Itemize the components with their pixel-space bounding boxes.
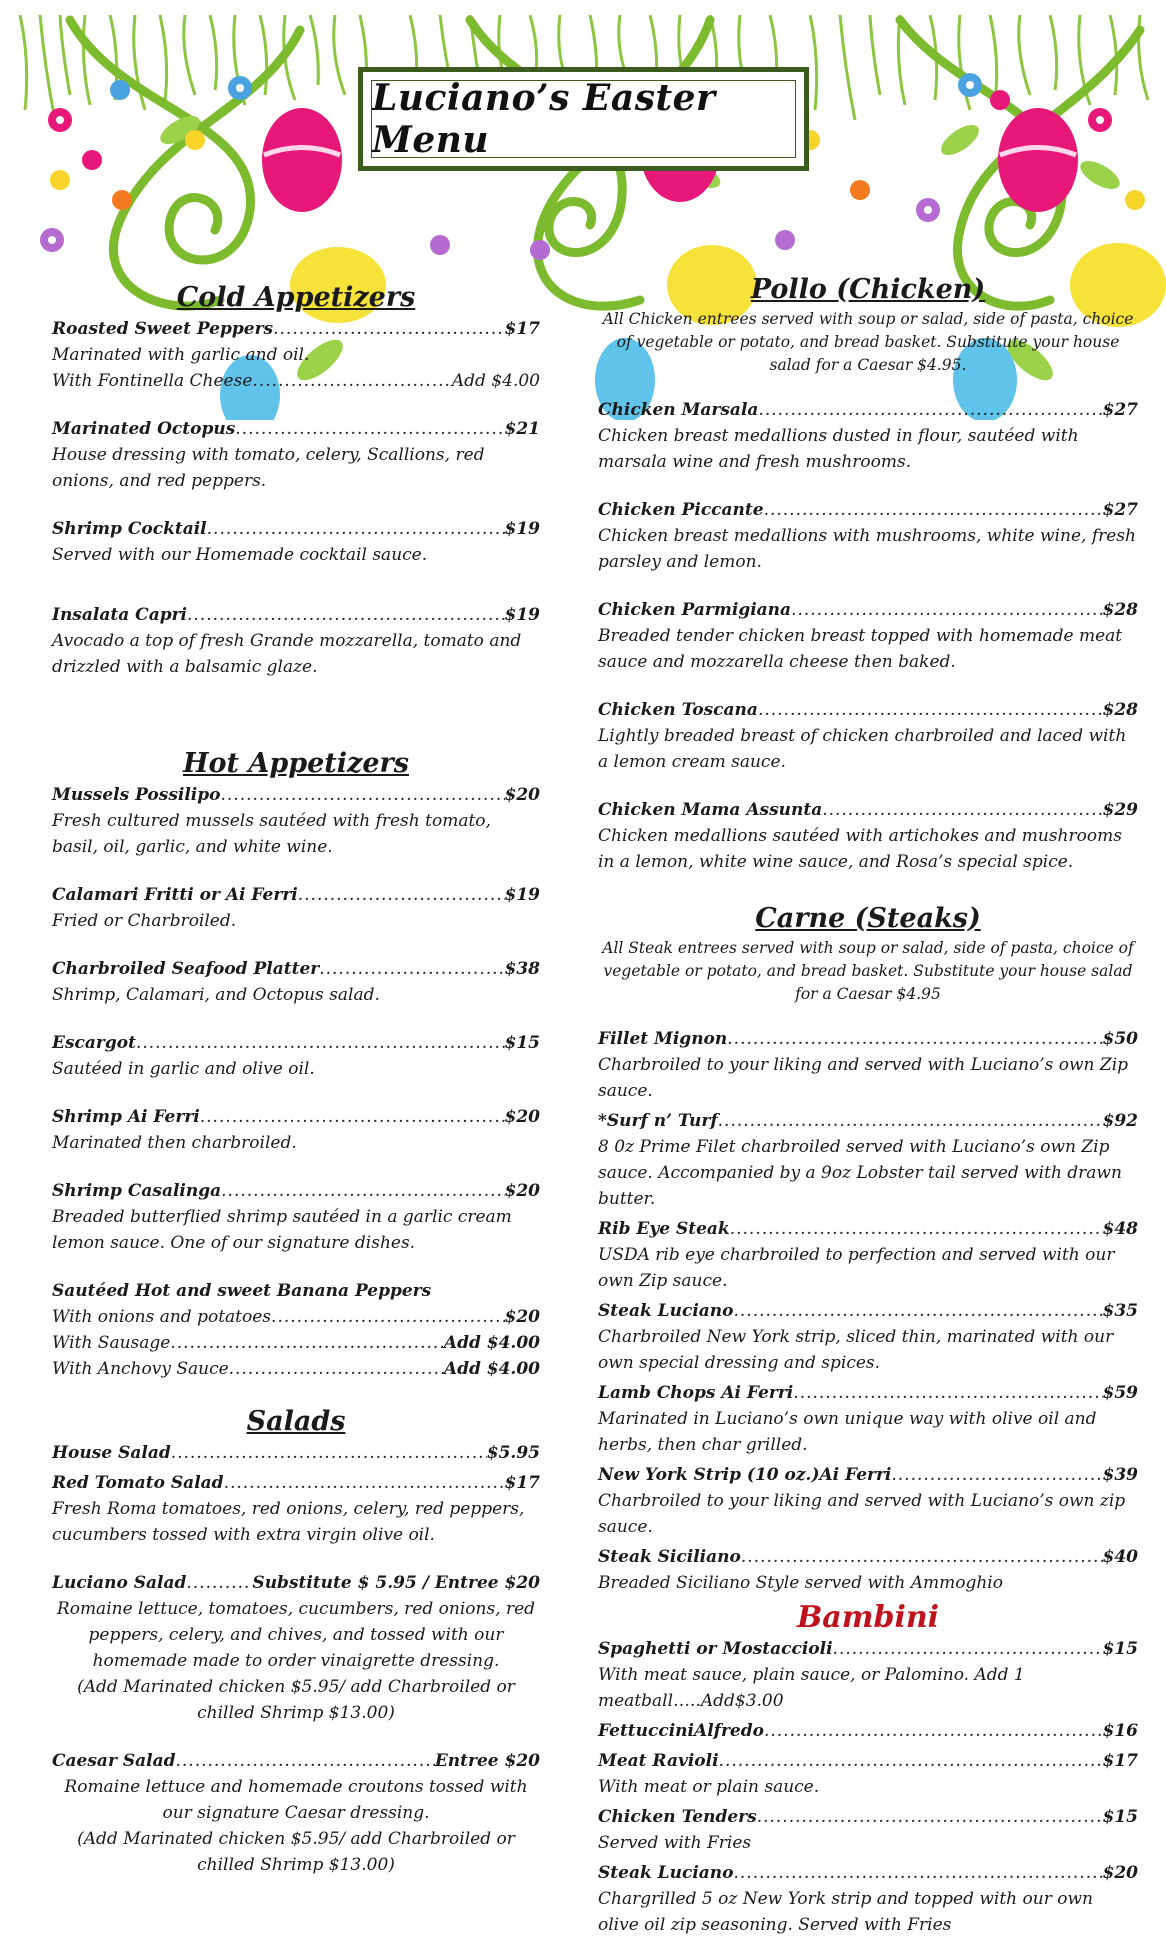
menu-item: [598, 1718, 1138, 1744]
item-price: $21: [504, 419, 540, 439]
item-name: Chicken Marsala: [598, 400, 759, 420]
item-description: Breaded butterflied shrimp sautéed in a garlic cream lemon sauce. One of our signature dishes.: [52, 1207, 512, 1253]
item-price: $28: [1102, 700, 1138, 720]
item-description: Fresh Roma tomatoes, red onions, celery, red peppers, cucumbers tossed with extra virgin olive oil.: [52, 1499, 525, 1545]
item-price: $28: [1102, 600, 1138, 620]
right-column: [598, 272, 1138, 1942]
item-price: $35: [1102, 1301, 1138, 1321]
item-description: Sautéed in garlic and olive oil.: [52, 1059, 315, 1079]
item-description: Marinated then charbroiled.: [52, 1133, 297, 1153]
item-description: Avocado a top of fresh Grande mozzarella, tomato and drizzled with a balsamic glaze.: [52, 631, 522, 677]
menu-item: [598, 1108, 1138, 1212]
item-name: FettucciniAlfredo: [598, 1721, 764, 1741]
menu-item: [598, 1462, 1138, 1540]
left-column: [52, 280, 540, 1900]
option-label: With Anchovy Sauce: [52, 1359, 229, 1379]
item-price: $19: [504, 519, 540, 539]
item-description: Romaine lettuce and homemade croutons tossed with our signature Caesar dressing.: [64, 1777, 528, 1823]
menu-item: [52, 1748, 540, 1878]
menu-item: [598, 1748, 1138, 1800]
item-name: Steak Luciano: [598, 1301, 734, 1321]
item-name: Meat Ravioli: [598, 1751, 719, 1771]
item-description: Served with our Homemade cocktail sauce.: [52, 545, 428, 565]
item-description: Fried or Charbroiled.: [52, 911, 237, 931]
item-description: Charbroiled to your liking and served with Luciano’s own Zip sauce.: [598, 1055, 1129, 1101]
menu-item: [598, 597, 1138, 675]
item-name: Chicken Tenders: [598, 1807, 757, 1827]
item-name: Chicken Toscana: [598, 700, 758, 720]
menu-item: [598, 1026, 1138, 1104]
item-price: $39: [1102, 1465, 1138, 1485]
item-name: Insalata Capri: [52, 605, 188, 625]
menu-item: [598, 1544, 1138, 1596]
menu-item: [598, 1804, 1138, 1856]
item-price: $16: [1102, 1721, 1138, 1741]
item-price: $27: [1102, 400, 1138, 420]
item-name: Luciano Salad: [52, 1573, 187, 1593]
item-name: Calamari Fritti or Ai Ferri: [52, 885, 298, 905]
item-description: Fresh cultured mussels sautéed with fresh tomato, basil, oil, garlic, and white wine.: [52, 811, 491, 857]
menu-item: [52, 316, 540, 394]
item-name: Fillet Mignon: [598, 1029, 728, 1049]
item-name: Sautéed Hot and sweet Banana Peppers: [52, 1281, 432, 1301]
item-addon: meatball…..Add$3.00: [598, 1691, 784, 1711]
item-price: $48: [1102, 1219, 1138, 1239]
item-description: Served with Fries: [598, 1833, 752, 1853]
menu-title: Luciano’s Easter Menu: [372, 77, 716, 161]
item-name: Lamb Chops Ai Ferri: [598, 1383, 794, 1403]
option-price: $20: [504, 1307, 540, 1327]
item-name: House Salad: [52, 1443, 171, 1463]
item-description: Breaded tender chicken breast topped with homemade meat sauce and mozzarella cheese then baked.: [598, 626, 1123, 672]
item-description: Lightly breaded breast of chicken charbroiled and laced with a lemon cream sauce.: [598, 726, 1127, 772]
item-description: Shrimp, Calamari, and Octopus salad.: [52, 985, 380, 1005]
option-price: Add $4.00: [443, 1359, 540, 1379]
menu-item: [52, 1178, 540, 1256]
menu-item: [598, 397, 1138, 475]
item-description: 8 0z Prime Filet charbroiled served with Luciano’s own Zip sauce. Accompanied by a 9oz Lobster tail served with drawn butter.: [598, 1137, 1122, 1209]
item-price: $38: [504, 959, 540, 979]
item-name: Chicken Mama Assunta: [598, 800, 823, 820]
item-description: Chicken breast medallions dusted in flour, sautéed with marsala wine and fresh mushrooms.: [598, 426, 1079, 472]
menu-item: [52, 782, 540, 860]
item-name: Shrimp Casalinga: [52, 1181, 222, 1201]
menu-item: [52, 1278, 540, 1382]
menu-item: [598, 797, 1138, 875]
menu-item: [52, 956, 540, 1008]
menu-item: [52, 416, 540, 494]
item-name: Escargot: [52, 1033, 136, 1053]
item-price: $17: [504, 319, 540, 339]
item-description: Marinated with garlic and oil.: [52, 345, 310, 365]
item-addon: (Add Marinated chicken $5.95/ add Charbroiled or chilled Shrimp $13.00): [77, 1677, 515, 1723]
item-name: *Surf n’ Turf: [598, 1111, 718, 1131]
option-label: With onions and potatoes: [52, 1307, 272, 1327]
addon-price: Add$3.00: [700, 1691, 784, 1711]
item-price: $5.95: [486, 1443, 540, 1463]
item-price: $40: [1102, 1547, 1138, 1567]
option-price: Add $4.00: [443, 1333, 540, 1353]
item-price: $15: [504, 1033, 540, 1053]
item-price: $27: [1102, 500, 1138, 520]
menu-item: [52, 1570, 540, 1726]
item-name: Roasted Sweet Peppers: [52, 319, 274, 339]
item-price: $19: [504, 885, 540, 905]
item-description: Breaded Siciliano Style served with Ammoghio: [598, 1573, 1003, 1593]
item-price: $20: [504, 785, 540, 805]
item-description: Romaine lettuce, tomatoes, cucumbers, red onions, red peppers, celery, and chives, and tossed with our homemade made to order vinaigrette dressing.: [56, 1599, 536, 1671]
item-name: Steak Luciano: [598, 1863, 734, 1883]
item-price: $17: [504, 1473, 540, 1493]
menu-item: [52, 1104, 540, 1156]
item-price: $50: [1102, 1029, 1138, 1049]
addon-price: Add $4.00: [451, 371, 540, 391]
item-name: Charbroiled Seafood Platter: [52, 959, 320, 979]
addon-label: With Fontinella Cheese: [52, 371, 253, 391]
item-price: $19: [504, 605, 540, 625]
item-name: New York Strip (10 oz.)Ai Ferri: [598, 1465, 892, 1485]
bambini-heading: Bambini: [796, 1600, 940, 1635]
item-name: Spaghetti or Mostaccioli: [598, 1639, 833, 1659]
item-price: $20: [1102, 1863, 1138, 1883]
item-price: $17: [1102, 1751, 1138, 1771]
carne-heading: Carne (Steaks): [755, 903, 981, 934]
item-name: Chicken Piccante: [598, 500, 764, 520]
item-price: $15: [1102, 1639, 1138, 1659]
item-price: Substitute $ 5.95 / Entree $20: [252, 1573, 540, 1593]
item-name: Chicken Parmigiana: [598, 600, 792, 620]
item-description: Chicken medallions sautéed with artichokes and mushrooms in a lemon, white wine sauce, and Rosa’s special spice.: [598, 826, 1122, 872]
item-description: USDA rib eye charbroiled to perfection and served with our own Zip sauce.: [598, 1245, 1115, 1291]
item-description: Charbroiled to your liking and served with Luciano’s own zip sauce.: [598, 1491, 1126, 1537]
item-description: With meat sauce, plain sauce, or Palomino. Add 1: [598, 1665, 1025, 1685]
item-name: Steak Siciliano: [598, 1547, 741, 1567]
item-name: Red Tomato Salad: [52, 1473, 224, 1493]
menu-item: [52, 1470, 540, 1548]
section-note: All Chicken entrees served with soup or salad, side of pasta, choice of vegetable or potato, and bread basket. Substitute your house salad for a Caesar $4.95.: [602, 310, 1134, 374]
menu-item: [598, 1860, 1138, 1938]
menu-item: [52, 1030, 540, 1082]
item-description: Charbroiled New York strip, sliced thin, marinated with our own special dressing and spices.: [598, 1327, 1114, 1373]
item-price: $20: [504, 1181, 540, 1201]
menu-item: [598, 697, 1138, 775]
item-name: Marinated Octopus: [52, 419, 236, 439]
cold-appetizers-heading: Cold Appetizers: [176, 282, 416, 313]
option-label: With Sausage: [52, 1333, 171, 1353]
item-price: $92: [1102, 1111, 1138, 1131]
item-description: Chargrilled 5 oz New York strip and topped with our own olive oil zip seasoning. Served with Fries: [598, 1889, 1093, 1935]
addon-label: meatball: [598, 1691, 674, 1711]
hot-appetizers-heading: Hot Appetizers: [183, 748, 409, 779]
item-description: Chicken breast medallions with mushrooms, white wine, fresh parsley and lemon.: [598, 526, 1136, 572]
menu-item: [598, 1298, 1138, 1376]
menu-item: [52, 882, 540, 934]
section-note: All Steak entrees served with soup or salad, side of pasta, choice of vegetable or potato, and bread basket. Substitute your house salad for a Caesar $4.95: [602, 939, 1134, 1003]
item-name: Shrimp Cocktail: [52, 519, 207, 539]
menu-item: [52, 516, 540, 568]
menu-item: [52, 1440, 540, 1466]
item-price: $29: [1102, 800, 1138, 820]
menu-item: [598, 1380, 1138, 1458]
item-price: $59: [1102, 1383, 1138, 1403]
item-description: Marinated in Luciano’s own unique way with olive oil and herbs, then char grilled.: [598, 1409, 1097, 1455]
item-price: $20: [504, 1107, 540, 1127]
item-name: Mussels Possilipo: [52, 785, 221, 805]
menu-item: [52, 602, 540, 680]
item-addon: (Add Marinated chicken $5.95/ add Charbroiled or chilled Shrimp $13.00): [77, 1829, 515, 1875]
menu-item: [598, 497, 1138, 575]
menu-item: [598, 1216, 1138, 1294]
item-price: Entree $20: [434, 1751, 540, 1771]
menu-item: [598, 1636, 1138, 1714]
pollo-heading: Pollo (Chicken): [750, 274, 986, 305]
item-description: With meat or plain sauce.: [598, 1777, 820, 1797]
item-price: $15: [1102, 1807, 1138, 1827]
item-description: House dressing with tomato, celery, Scallions, red onions, and red peppers.: [52, 445, 485, 491]
salads-heading: Salads: [246, 1406, 346, 1437]
item-name: Shrimp Ai Ferri: [52, 1107, 200, 1127]
menu-title-frame: [358, 67, 809, 171]
item-name: Caesar Salad: [52, 1751, 176, 1771]
item-name: Rib Eye Steak: [598, 1219, 730, 1239]
